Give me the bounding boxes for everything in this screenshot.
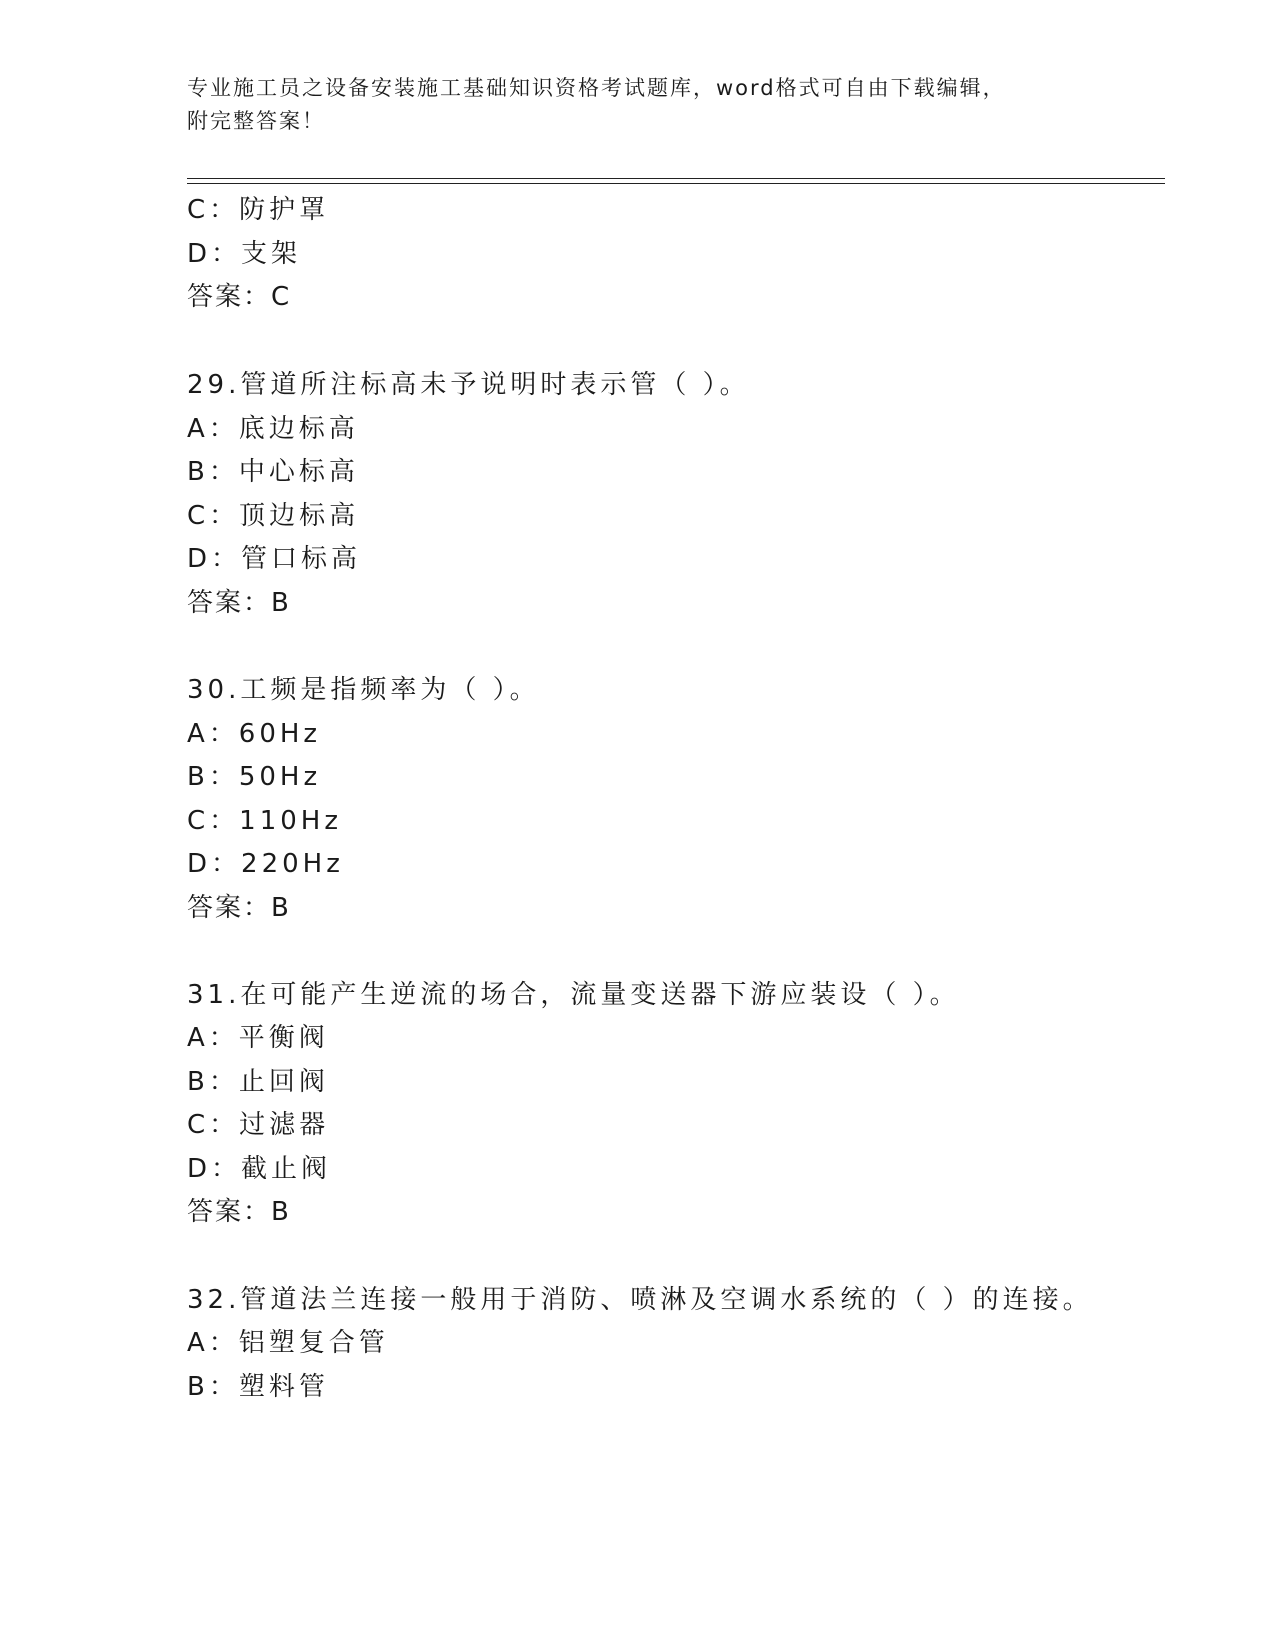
option-a: A：60Hz: [187, 719, 322, 749]
option-b: B：中心标高: [187, 457, 359, 487]
question-stem: 29.管道所注标高未予说明时表示管（ ）。: [187, 370, 750, 400]
answer-line: 答案：B: [187, 588, 291, 618]
document-header: [187, 72, 1087, 138]
option-b: B：止回阀: [187, 1067, 329, 1097]
question-stem: 30.工频是指频率为（ ）。: [187, 675, 540, 705]
answer-line: 答案：C: [187, 282, 292, 312]
question-stem: 32.管道法兰连接一般用于消防、喷淋及空调水系统的（ ）的连接。: [187, 1285, 1093, 1315]
header-line-1: 专业施工员之设备安装施工基础知识资格考试题库，word格式可自由下载编辑，: [187, 76, 1006, 100]
option-b: B：50Hz: [187, 762, 322, 792]
answer-line: 答案：B: [187, 893, 291, 923]
option-c: C：110Hz: [187, 806, 342, 836]
header-line-2: 附完整答案！: [187, 109, 325, 133]
header-rule-top: [187, 178, 1165, 179]
option-a: A：底边标高: [187, 414, 359, 444]
option-d: D：管口标高: [187, 544, 362, 574]
question-stem: 31.在可能产生逆流的场合，流量变送器下游应装设（ ）。: [187, 980, 960, 1010]
option-d: D：支架: [187, 239, 302, 269]
option-b: B：塑料管: [187, 1372, 329, 1402]
option-c: C：防护罩: [187, 195, 330, 225]
option-d: D：220Hz: [187, 849, 344, 879]
option-c: C：过滤器: [187, 1110, 330, 1140]
header-rule-bottom: [187, 183, 1165, 184]
option-a: A：铝塑复合管: [187, 1328, 389, 1358]
option-a: A：平衡阀: [187, 1023, 329, 1053]
option-c: C：顶边标高: [187, 501, 360, 531]
answer-line: 答案：B: [187, 1197, 291, 1227]
option-d: D：截止阀: [187, 1154, 332, 1184]
